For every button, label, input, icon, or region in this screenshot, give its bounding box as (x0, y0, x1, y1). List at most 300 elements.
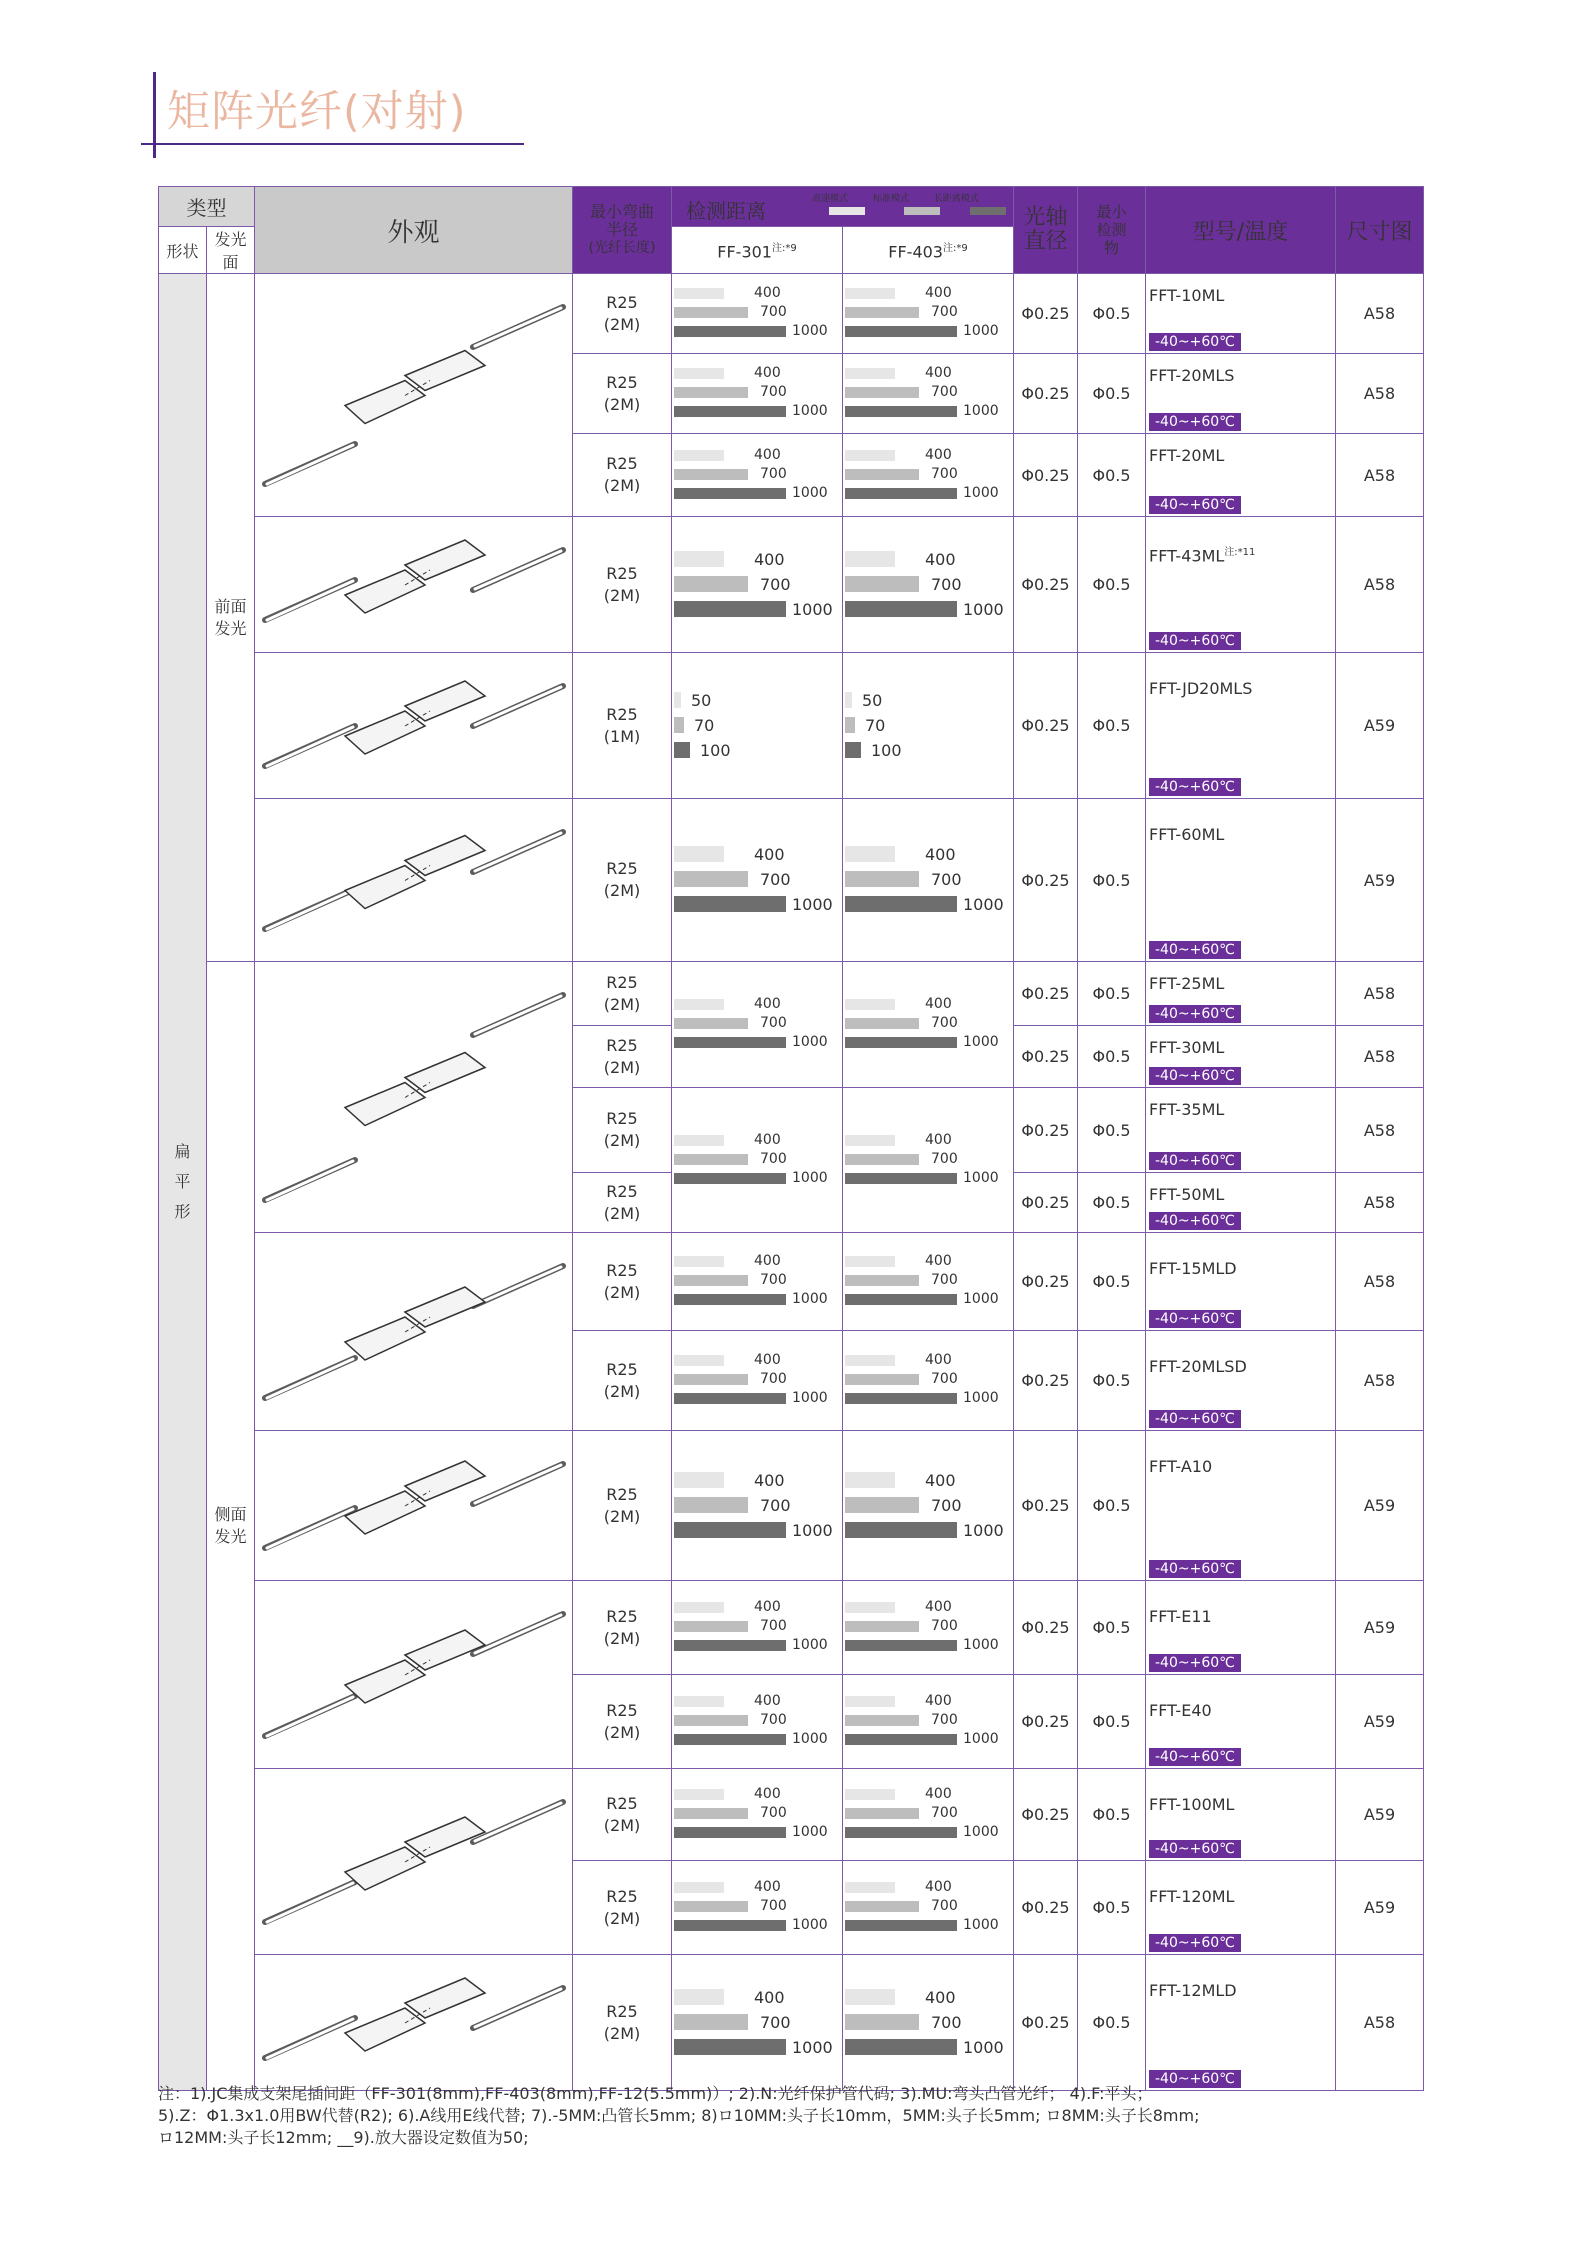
product-image (255, 799, 573, 962)
model-name: FFT-JD20MLS (1149, 679, 1253, 698)
distance-bar (845, 1621, 919, 1632)
axis-diameter: Φ0.25 (1014, 274, 1078, 354)
model-cell (1146, 517, 1336, 653)
distance-bar (845, 1018, 919, 1029)
min-object: Φ0.5 (1078, 1173, 1146, 1233)
ff403-distance (843, 1955, 1014, 2091)
model-name: FFT-12MLD (1149, 1981, 1237, 2000)
distance-value: 1000 (963, 1291, 999, 1307)
distance-bar (674, 1522, 786, 1538)
distance-bar (674, 1294, 786, 1305)
distance-value: 700 (931, 1272, 958, 1288)
dim-ref: A58 (1336, 1233, 1424, 1331)
min-bend-cell: R25 (1M) (573, 653, 672, 799)
header-min-obj: 最小 检测 物 (1078, 187, 1146, 274)
product-image (255, 517, 573, 653)
model-name: FFT-20MLSD (1149, 1357, 1247, 1376)
distance-bar (845, 896, 957, 912)
model-name: FFT-E40 (1149, 1701, 1212, 1720)
distance-value: 400 (754, 1352, 781, 1368)
distance-bar (674, 1602, 724, 1613)
distance-bar (674, 999, 724, 1010)
distance-value: 70 (865, 715, 886, 735)
distance-value: 400 (754, 1253, 781, 1269)
model-cell (1146, 1581, 1336, 1675)
product-image (255, 1955, 573, 2091)
table-row (159, 799, 1424, 962)
distance-bar (845, 576, 919, 592)
distance-value: 700 (931, 304, 958, 320)
ff301-distance (672, 962, 843, 1088)
ff403-distance (843, 799, 1014, 962)
temp-badge: -40~+60℃ (1149, 1410, 1241, 1428)
distance-value: 1000 (963, 403, 999, 419)
temp-badge: -40~+60℃ (1149, 1840, 1241, 1858)
distance-value: 700 (931, 870, 962, 889)
min-bend-cell: R25 (2M) (573, 1088, 672, 1173)
temp-badge: -40~+60℃ (1149, 1152, 1241, 1170)
distance-bar (845, 450, 895, 461)
distance-value: 100 (700, 740, 731, 760)
header-min-bend: 最小弯曲 半径 (光纤长度) (573, 187, 672, 274)
min-object: Φ0.5 (1078, 274, 1146, 354)
distance-value: 100 (871, 740, 902, 760)
distance-value: 1000 (792, 895, 833, 914)
header-model: 型号/温度 (1146, 187, 1336, 274)
distance-value: 1000 (792, 1824, 828, 1840)
model-cell (1146, 1769, 1336, 1861)
model-cell (1146, 653, 1336, 799)
min-bend-cell: R25 (2M) (573, 1233, 672, 1331)
ff403-distance (843, 962, 1014, 1088)
distance-value: 400 (754, 996, 781, 1012)
min-object: Φ0.5 (1078, 1331, 1146, 1431)
distance-bar (674, 871, 748, 887)
ff301-distance (672, 653, 843, 799)
distance-value: 700 (931, 1805, 958, 1821)
distance-bar (845, 1294, 957, 1305)
axis-diameter: Φ0.25 (1014, 1675, 1078, 1769)
min-object: Φ0.5 (1078, 1088, 1146, 1173)
dim-ref: A59 (1336, 799, 1424, 962)
dim-ref: A59 (1336, 653, 1424, 799)
model-cell (1146, 1675, 1336, 1769)
distance-bar (845, 307, 919, 318)
model-cell (1146, 1026, 1336, 1088)
temp-badge: -40~+60℃ (1149, 1560, 1241, 1578)
model-name: FFT-10ML (1149, 286, 1225, 305)
distance-value: 1000 (792, 1520, 833, 1540)
distance-value: 400 (925, 549, 956, 569)
ff403-distance (843, 517, 1014, 653)
min-object: Φ0.5 (1078, 1955, 1146, 2091)
distance-bar (674, 2039, 786, 2055)
distance-bar (845, 1037, 957, 1048)
product-image (255, 1769, 573, 1955)
distance-value: 700 (760, 465, 787, 482)
model-cell (1146, 274, 1336, 354)
distance-bar (845, 717, 855, 733)
ff301-distance (672, 799, 843, 962)
distance-value: 700 (931, 1618, 958, 1634)
distance-value: 700 (931, 574, 962, 594)
ff403-distance (843, 1431, 1014, 1581)
model-cell (1146, 1173, 1336, 1233)
table-row (159, 1955, 1424, 2091)
min-object: Φ0.5 (1078, 434, 1146, 517)
distance-value: 700 (760, 2012, 791, 2032)
distance-bar (845, 2014, 919, 2030)
distance-value: 1000 (792, 599, 833, 619)
distance-value: 700 (931, 1371, 958, 1387)
dim-ref: A59 (1336, 1861, 1424, 1955)
distance-value: 400 (925, 845, 956, 864)
distance-bar (845, 692, 852, 708)
distance-value: 1000 (792, 1034, 828, 1050)
distance-bar (845, 368, 895, 379)
ff403-distance (843, 1088, 1014, 1233)
distance-value: 700 (760, 384, 787, 400)
ff301-distance (672, 1675, 843, 1769)
face-side: 侧面 发光 (207, 962, 255, 2091)
min-object: Φ0.5 (1078, 1026, 1146, 1088)
distance-bar (845, 1522, 957, 1538)
distance-bar (845, 1920, 957, 1931)
table-row (159, 1233, 1424, 1331)
model-name: FFT-120ML (1149, 1887, 1235, 1906)
ff301-distance (672, 517, 843, 653)
distance-bar (674, 1355, 724, 1366)
header-face: 发光面 (207, 227, 255, 274)
temp-badge: -40~+60℃ (1149, 413, 1241, 431)
distance-value: 1000 (963, 1824, 999, 1840)
distance-bar (674, 576, 748, 592)
distance-bar (674, 1472, 724, 1488)
ff301-distance (672, 354, 843, 434)
distance-bar (845, 1173, 957, 1184)
distance-bar (845, 846, 895, 862)
distance-value: 400 (754, 446, 781, 463)
header-shape: 形状 (159, 227, 207, 274)
min-bend-cell: R25 (2M) (573, 1675, 672, 1769)
distance-bar (845, 1602, 895, 1613)
distance-value: 400 (754, 1131, 781, 1148)
distance-bar (845, 1135, 895, 1146)
ff301-distance (672, 1769, 843, 1861)
ff403-distance (843, 1675, 1014, 1769)
distance-value: 50 (862, 690, 883, 710)
distance-value: 1000 (792, 2037, 833, 2057)
dim-ref: A59 (1336, 1769, 1424, 1861)
ff301-distance (672, 1861, 843, 1955)
distance-bar (674, 450, 724, 461)
temp-badge: -40~+60℃ (1149, 333, 1241, 351)
distance-bar (674, 1374, 748, 1385)
distance-value: 1000 (792, 403, 828, 419)
distance-value: 1000 (963, 1731, 999, 1747)
distance-value: 400 (754, 285, 781, 301)
model-name: FFT-43ML (1149, 546, 1225, 566)
distance-value: 700 (931, 1495, 962, 1515)
temp-badge: -40~+60℃ (1149, 1748, 1241, 1766)
model-name: FFT-E11 (1149, 1607, 1212, 1626)
distance-value: 1000 (963, 1390, 999, 1406)
footnote-line: 注：1).JC集成支架尾插间距（FF-301(8mm),FF-403(8mm),FF-12(5.5mm)）; 2).N:光纤保护管代码; 3).MU:弯头凸管光纤； 4).F:平头； (158, 2084, 1153, 2103)
min-object: Φ0.5 (1078, 1431, 1146, 1581)
distance-value: 1000 (792, 484, 828, 501)
distance-value: 400 (754, 1987, 785, 2007)
ff403-distance (843, 274, 1014, 354)
distance-value: 400 (925, 285, 952, 301)
min-object: Φ0.5 (1078, 1861, 1146, 1955)
distance-bar (845, 406, 957, 417)
distance-value: 700 (760, 1015, 787, 1031)
distance-value: 1000 (963, 1034, 999, 1050)
distance-value: 700 (760, 1898, 787, 1914)
distance-bar (674, 896, 786, 912)
distance-value: 1000 (963, 484, 999, 501)
axis-diameter: Φ0.25 (1014, 1233, 1078, 1331)
temp-badge: -40~+60℃ (1149, 2070, 1241, 2088)
ff301-distance (672, 434, 843, 517)
dim-ref: A58 (1336, 1088, 1424, 1173)
face-front: 前面 发光 (207, 274, 255, 962)
dim-ref: A58 (1336, 1331, 1424, 1431)
ff301-distance (672, 1955, 843, 2091)
distance-bar (845, 1374, 919, 1385)
axis-diameter: Φ0.25 (1014, 1173, 1078, 1233)
min-bend-cell: R25 (2M) (573, 799, 672, 962)
distance-bar (674, 1173, 786, 1184)
distance-bar (845, 1154, 919, 1165)
axis-diameter: Φ0.25 (1014, 1026, 1078, 1088)
model-note: 注:*11 (1224, 547, 1256, 558)
distance-bar (674, 488, 786, 499)
model-cell (1146, 1088, 1336, 1173)
footnotes (158, 2083, 1423, 2149)
distance-value: 700 (760, 304, 787, 320)
ff301-distance (672, 1233, 843, 1331)
distance-value: 700 (760, 1618, 787, 1634)
temp-badge: -40~+60℃ (1149, 778, 1241, 796)
distance-value: 1000 (963, 1520, 1004, 1540)
distance-value: 400 (754, 549, 785, 569)
model-name: FFT-A10 (1149, 1457, 1213, 1476)
header-dim: 尺寸图 (1336, 187, 1424, 274)
distance-bar (674, 1275, 748, 1286)
table-row (159, 653, 1424, 799)
axis-diameter: Φ0.25 (1014, 1955, 1078, 2091)
model-name: FFT-50ML (1149, 1185, 1225, 1204)
header-appearance: 外观 (255, 187, 573, 274)
distance-bar (674, 1789, 724, 1800)
temp-badge: -40~+60℃ (1149, 632, 1241, 650)
distance-value: 1000 (963, 599, 1004, 619)
distance-bar (674, 1497, 748, 1513)
distance-bar (674, 846, 724, 862)
min-object: Φ0.5 (1078, 1675, 1146, 1769)
ff403-distance (843, 1331, 1014, 1431)
distance-bar (674, 1621, 748, 1632)
distance-bar (674, 1808, 748, 1819)
distance-value: 700 (931, 1015, 958, 1031)
distance-bar (845, 469, 919, 480)
distance-value: 700 (760, 1712, 787, 1728)
fiber-sensor-illustration (255, 1958, 573, 2088)
distance-value: 1000 (792, 1169, 828, 1186)
distance-bar (845, 387, 919, 398)
dim-ref: A59 (1336, 1675, 1424, 1769)
distance-value: 400 (754, 1693, 781, 1709)
ff403-distance (843, 1233, 1014, 1331)
distance-value: 700 (931, 1150, 958, 1167)
ff403-distance (843, 354, 1014, 434)
min-object: Φ0.5 (1078, 1769, 1146, 1861)
ff403-distance (843, 653, 1014, 799)
distance-bar (674, 601, 786, 617)
distance-value: 400 (754, 1599, 781, 1615)
distance-bar (845, 551, 895, 567)
distance-bar (674, 326, 786, 337)
distance-value: 400 (754, 1470, 785, 1490)
distance-value: 400 (754, 365, 781, 381)
distance-bar (845, 1789, 895, 1800)
distance-value: 70 (694, 715, 715, 735)
distance-value: 50 (691, 690, 712, 710)
fiber-sensor-illustration (255, 1434, 573, 1578)
distance-bar (845, 1275, 919, 1286)
distance-value: 700 (931, 1898, 958, 1914)
distance-bar (674, 1640, 786, 1651)
header-ff301: $FF-301^{注:*9}$ (672, 227, 843, 274)
shape-flat: 扁 平 形 (159, 274, 207, 2091)
distance-bar (845, 1355, 895, 1366)
dim-ref: A58 (1336, 1955, 1424, 2091)
distance-bar (674, 1256, 724, 1267)
min-bend-cell: R25 (2M) (573, 1581, 672, 1675)
distance-bar (674, 1715, 748, 1726)
distance-bar (674, 2014, 748, 2030)
distance-bar (845, 1640, 957, 1651)
distance-value: 700 (760, 1805, 787, 1821)
distance-value: 700 (760, 1272, 787, 1288)
axis-diameter: Φ0.25 (1014, 434, 1078, 517)
distance-bar (845, 999, 895, 1010)
distance-bar (674, 406, 786, 417)
ff301-distance (672, 274, 843, 354)
distance-bar (674, 1882, 724, 1893)
distance-value: 400 (754, 1786, 781, 1802)
axis-diameter: Φ0.25 (1014, 1331, 1078, 1431)
model-name: FFT-100ML (1149, 1795, 1235, 1814)
model-name: FFT-60ML (1149, 825, 1225, 844)
distance-bar (845, 601, 957, 617)
ff301-distance (672, 1431, 843, 1581)
min-bend-cell: R25 (2M) (573, 274, 672, 354)
min-bend-cell: R25 (2M) (573, 1861, 672, 1955)
spec-table (158, 186, 1424, 2091)
fiber-sensor-illustration (255, 1236, 573, 1428)
distance-bar (674, 742, 690, 758)
model-name: FFT-30ML (1149, 1038, 1225, 1057)
dim-ref: A58 (1336, 962, 1424, 1026)
distance-bar (845, 1901, 919, 1912)
model-cell (1146, 1331, 1336, 1431)
distance-value: 400 (925, 446, 952, 463)
min-bend-cell: R25 (2M) (573, 1173, 672, 1233)
distance-bar (845, 1256, 895, 1267)
table-row (159, 962, 1424, 1026)
distance-bar (845, 742, 861, 758)
footnote-line: 5).Z：Φ1.3x1.0用BW代替(R2); 6).A线用E线代替; 7).-5MM:凸管长5mm; 8)ロ10MM:头子长10mm，5MM:头子长5mm; ロ8MM:头子长8mm; (158, 2106, 1200, 2125)
temp-badge: -40~+60℃ (1149, 1654, 1241, 1672)
min-bend-cell: R25 (2M) (573, 517, 672, 653)
distance-value: 1000 (963, 1637, 999, 1653)
distance-bar (674, 368, 724, 379)
axis-diameter: Φ0.25 (1014, 1088, 1078, 1173)
axis-diameter: Φ0.25 (1014, 1431, 1078, 1581)
table-row (159, 517, 1424, 653)
distance-value: 400 (754, 1879, 781, 1895)
min-bend-cell: R25 (2M) (573, 1431, 672, 1581)
distance-value: 700 (931, 2012, 962, 2032)
distance-bar (845, 288, 895, 299)
axis-diameter: Φ0.25 (1014, 354, 1078, 434)
min-bend-cell: R25 (2M) (573, 1026, 672, 1088)
distance-value: 400 (925, 1599, 952, 1615)
temp-badge: -40~+60℃ (1149, 496, 1241, 514)
model-cell (1146, 962, 1336, 1026)
fiber-sensor-illustration (255, 965, 573, 1230)
distance-value: 1000 (792, 323, 828, 339)
distance-bar (674, 1135, 724, 1146)
distance-value: 700 (760, 1371, 787, 1387)
distance-value: 700 (760, 1150, 787, 1167)
min-object: Φ0.5 (1078, 1233, 1146, 1331)
distance-bar (674, 1018, 748, 1029)
ff301-distance (672, 1581, 843, 1675)
distance-bar (845, 1827, 957, 1838)
distance-value: 700 (760, 1495, 791, 1515)
header-axis: 光轴 直径 (1014, 187, 1078, 274)
dim-ref: A58 (1336, 354, 1424, 434)
distance-value: 1000 (963, 1917, 999, 1933)
dim-ref: A58 (1336, 274, 1424, 354)
temp-badge: -40~+60℃ (1149, 1934, 1241, 1952)
model-name: FFT-15MLD (1149, 1259, 1237, 1278)
table-row (159, 1431, 1424, 1581)
axis-diameter: Φ0.25 (1014, 1861, 1078, 1955)
distance-value: 1000 (792, 1917, 828, 1933)
model-name: FFT-20ML (1149, 446, 1225, 465)
axis-diameter: Φ0.25 (1014, 1769, 1078, 1861)
min-object: Φ0.5 (1078, 799, 1146, 962)
title-underline (141, 143, 524, 145)
min-object: Φ0.5 (1078, 517, 1146, 653)
min-bend-cell: R25 (2M) (573, 1331, 672, 1431)
distance-value: 400 (925, 996, 952, 1012)
dim-ref: A59 (1336, 1431, 1424, 1581)
distance-bar (845, 871, 919, 887)
distance-bar (674, 387, 748, 398)
distance-value: 1000 (792, 1390, 828, 1406)
mode-legend: 高速模式 标准模式 长距离模式 (812, 194, 979, 204)
model-cell (1146, 1233, 1336, 1331)
axis-diameter: Φ0.25 (1014, 799, 1078, 962)
distance-bar (674, 469, 748, 480)
temp-badge: -40~+60℃ (1149, 1067, 1241, 1085)
distance-bar (674, 1393, 786, 1404)
